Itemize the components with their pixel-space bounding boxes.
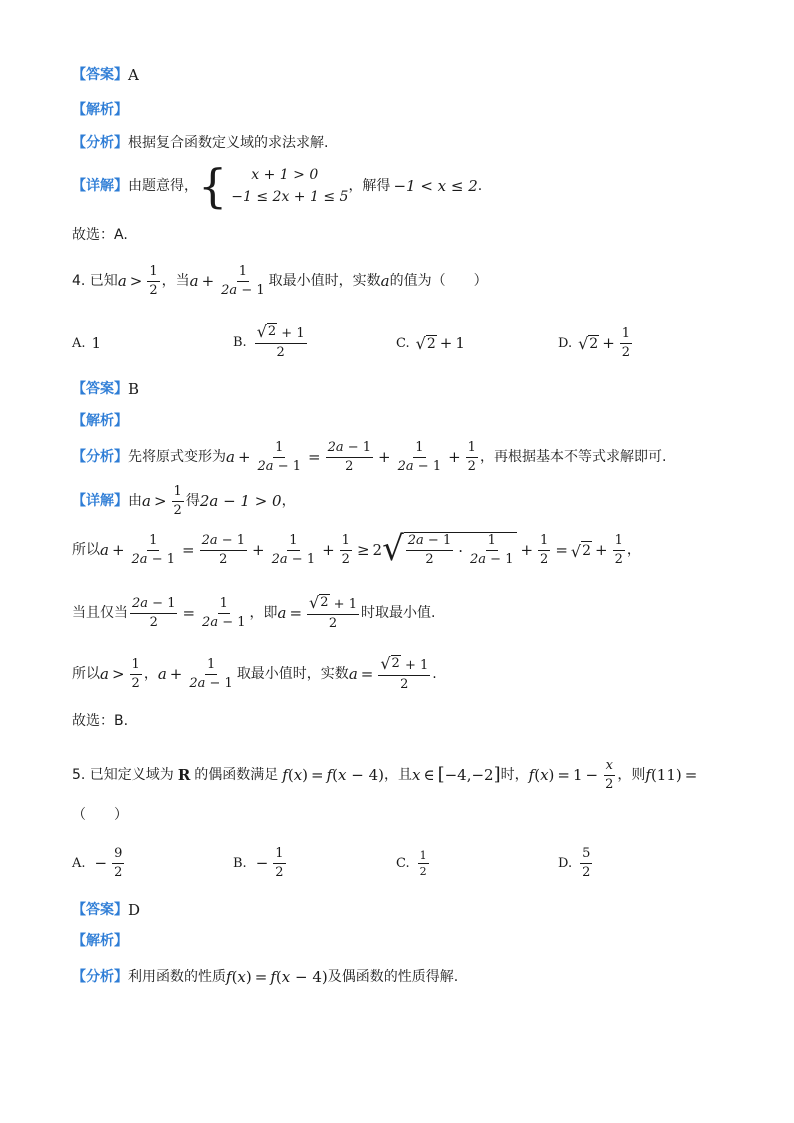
xiangjie-c: 2a − 1 > 0 <box>199 492 282 510</box>
analysis-line-q4 <box>72 412 128 430</box>
case-row-1: x + 1 > 0 <box>251 167 319 183</box>
option-c-label: C. <box>396 855 410 871</box>
fraction: $\frac{1}{2}$ <box>467 439 476 474</box>
option-c <box>396 848 431 878</box>
q4-mid2: 取最小值时，实数 <box>268 273 381 289</box>
fraction: $\frac{1}{2a - 1}$ <box>221 263 265 298</box>
option-b-label: B. <box>233 855 247 871</box>
fraction: $\frac{1}{2a - 1}$ <box>131 532 175 567</box>
fraction: $\frac{2a - 1}{2}$ <box>327 439 372 474</box>
xiangjie-d: ， <box>281 493 296 509</box>
q5-a: 5. 已知定义域为 <box>72 767 174 783</box>
answer-line-q5 <box>72 901 140 919</box>
suoyi-text: 所以 <box>72 666 100 682</box>
fenxi-text-a: 利用函数的性质 <box>128 969 226 985</box>
analysis-tag: 【解析】 <box>72 413 128 429</box>
q5-R: R <box>177 766 191 784</box>
xiangjie-end: . <box>477 178 483 194</box>
square-root: √ $\frac{2a - 1}{2}$ · $\frac{1}{2a - 1}$ <box>382 532 517 568</box>
fraction: $\frac{1}{2}$ <box>614 532 623 567</box>
fraction: $\frac{1}{2}$ <box>173 483 182 518</box>
xiangjie-lead: 由题意得， <box>128 178 198 194</box>
q5-b: 的偶函数满足 <box>194 767 279 783</box>
fraction: $\frac{1}{2a - 1}$ <box>271 532 316 567</box>
fraction: $\frac{1}{2}$ <box>621 325 631 360</box>
fraction: √ 2 + 1 2 <box>309 593 357 631</box>
fraction: $\frac{9}{2}$ <box>114 845 123 880</box>
q5-paren: （ ） <box>72 807 128 823</box>
question-5-paren <box>72 806 128 824</box>
fraction: √ 2 + 1 2 <box>380 654 429 692</box>
fraction: $\frac{5}{2}$ <box>582 845 591 880</box>
q5-e: ，则 <box>617 767 646 783</box>
choose-line-q4 <box>72 712 128 730</box>
option-a-value: 1 <box>91 334 102 352</box>
fraction: $\frac{1}{2a - 1}$ <box>202 595 246 630</box>
fraction: $\frac{1}{2}$ <box>131 656 140 691</box>
answer-line-q3 <box>72 66 139 84</box>
fenxi-line-q3 <box>72 134 328 152</box>
answer-line-q4 <box>72 380 139 398</box>
question-4: 4. 已知 a > $\frac{1}{2}$ ，当 a + $\frac{1}{2a - 1}$ 取最小值时，实数 a 的值为（ ） <box>72 263 488 298</box>
suoyi-text: 所以 <box>72 542 100 558</box>
fenxi-text-b: ，再根据基本不等式求解即可. <box>479 449 667 465</box>
shiqu2-text: 取最小值时，实数 <box>236 666 349 682</box>
fraction: $\frac{1}{2}$ <box>540 532 549 567</box>
fraction: $\frac{1}{2a - 1}$ <box>189 656 233 691</box>
answer-tag: 【答案】 <box>72 902 128 918</box>
fenxi-text: 根据复合函数定义域的求法求解. <box>128 135 329 151</box>
fenxi-text-b: 及偶函数的性质得解. <box>327 969 459 985</box>
fenxi-line-q4: 【分析】 先将原式变形为 a + $\frac{1}{2a - 1}$ = $\frac{2a - 1}{2}$ + $\frac{1}{2a - 1}$ + $\frac{1}{2}$ ，再根据基本不等式求解即可. <box>72 439 667 474</box>
fenxi-text-a: 先将原式变形为 <box>128 449 226 465</box>
choose-line-q3 <box>72 226 128 244</box>
answer-tag: 【答案】 <box>72 381 128 397</box>
analysis-tag: 【解析】 <box>72 102 128 118</box>
fraction: $\frac{1}{2a - 1}$ <box>257 439 301 474</box>
question-5: 5. 已知定义域为 R 的偶函数满足 f ( x ) = f ( x − 4) ，且 x ∈ [ −4,−2 ] 时， f ( x ) = 1 − $\frac{x}{2}$ ，则 f (11) = <box>72 757 698 792</box>
comma-text: ， <box>143 666 158 682</box>
fraction: √ 2 + 1 2 <box>256 322 305 360</box>
option-d-label: D. <box>558 335 573 351</box>
answer-value: A <box>128 66 139 84</box>
dangqie-text: 当且仅当 <box>72 605 128 621</box>
option-a-label: A. <box>72 335 86 351</box>
fraction: $\frac{1}{2}$ <box>275 845 284 880</box>
fraction: $\frac{1}{2}$ <box>419 848 427 878</box>
q5-d: 时， <box>500 767 529 783</box>
derivation-line-2: 当且仅当 $\frac{2a - 1}{2}$ = $\frac{1}{2a - 1}$ ，即 a = √ 2 + 1 2 时取最小值. <box>72 593 436 631</box>
xiangjie-solution: −1 < x ≤ 2 <box>393 177 478 195</box>
q4-end: 的值为（ ） <box>389 273 488 289</box>
xiangjie-line-q4: 【详解】 由 a > $\frac{1}{2}$ 得 2a − 1 > 0 ， <box>72 483 296 518</box>
xiangjie-tail-a: ，解得 <box>348 178 391 194</box>
option-d <box>558 844 594 882</box>
xiangjie-tag: 【详解】 <box>72 178 128 194</box>
xiangjie-tag: 【详解】 <box>72 493 128 509</box>
option-a <box>72 334 101 352</box>
fraction: $\frac{x}{2}$ <box>605 757 614 792</box>
fenxi-tag: 【分析】 <box>72 969 128 985</box>
fraction: $\frac{2a - 1}{2}$ <box>132 595 176 630</box>
shiqu-text: 时取最小值. <box>360 605 436 621</box>
xiangjie-line-q3 <box>72 159 483 213</box>
answer-value: B <box>128 380 140 398</box>
choose-text: 故选：B. <box>72 713 129 729</box>
fraction: $\frac{1}{2a - 1}$ <box>397 439 442 474</box>
q5-c: ，且 <box>384 767 412 783</box>
option-d-label: D. <box>558 855 573 871</box>
option-b: B. − $\frac{1}{2}$ <box>233 845 284 880</box>
q4-number: 4. 已知 <box>72 273 118 289</box>
fraction: $\frac{1}{2}$ <box>149 263 158 298</box>
case-row-2: −1 ≤ 2x + 1 ≤ 5 <box>231 189 349 205</box>
fenxi-line-q5: 【分析】 利用函数的性质 f ( x ) = f ( x − 4) 及偶函数的性质得解. <box>72 968 459 986</box>
option-c-label: C. <box>396 335 410 351</box>
option-b-label: B. <box>233 334 247 350</box>
ji-text: ，即 <box>249 605 278 621</box>
option-c: C. √ 2 + 1 <box>396 333 465 353</box>
xiangjie-a: 由 <box>128 493 142 509</box>
fraction: $\frac{2a - 1}{2}$ <box>201 532 246 567</box>
option-b <box>233 322 309 362</box>
answer-value: D <box>128 901 141 919</box>
fraction: $\frac{1}{2}$ <box>341 532 350 567</box>
analysis-line-q3 <box>72 101 128 119</box>
analysis-tag: 【解析】 <box>72 933 128 949</box>
analysis-line-q5 <box>72 932 128 950</box>
choose-text: 故选：A. <box>72 227 128 243</box>
option-a: A. − $\frac{9}{2}$ <box>72 845 123 880</box>
xiangjie-b: 得 <box>185 493 200 509</box>
case-system <box>231 164 348 208</box>
option-a-label: A. <box>72 855 86 871</box>
fenxi-tag: 【分析】 <box>72 449 128 465</box>
answer-tag: 【答案】 <box>72 67 128 83</box>
fenxi-tag: 【分析】 <box>72 135 128 151</box>
option-d: D. √ 2 + $\frac{1}{2}$ <box>558 325 631 360</box>
derivation-line-1: 所以 a + $\frac{1}{2a - 1}$ = $\frac{2a - 1}{2}$ + $\frac{1}{2a - 1}$ + $\frac{1}{2}$ ≥ 2 √ $\frac{2a - 1}{2}$ · $\frac{1}{2a - 1}$ + $\frac{1}{2}$ = √ 2 + $\frac{1}{2}$ ， <box>72 529 641 569</box>
derivation-line-3: 所以 a > $\frac{1}{2}$ ， a + $\frac{1}{2a - 1}$ 取最小值时，实数 a = √ 2 + 1 2 . <box>72 654 437 692</box>
left-brace-icon: { <box>198 159 228 213</box>
q4-mid1: ，当 <box>161 273 190 289</box>
